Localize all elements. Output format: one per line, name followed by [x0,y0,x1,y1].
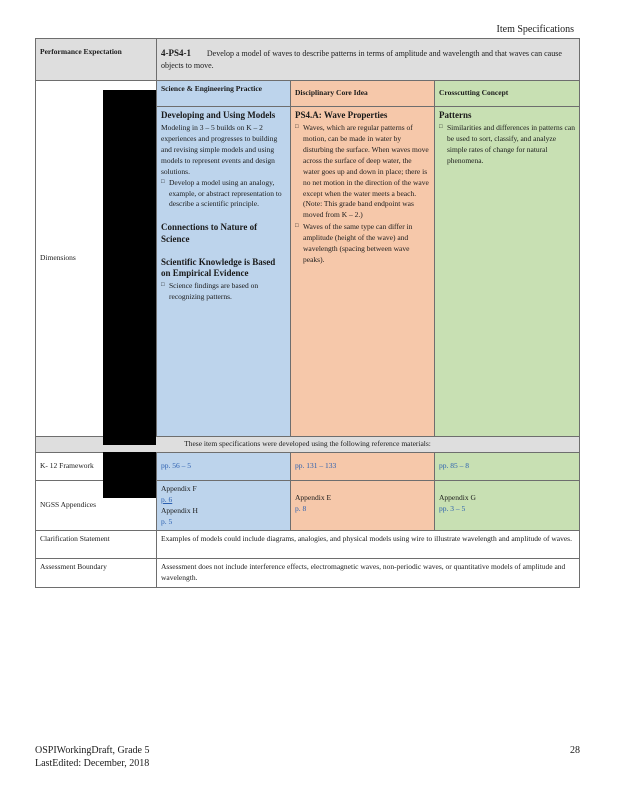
sep-body: Modeling in 3 – 5 builds on K – 2 experiences and progresses to building and revising simple models and using models to represent events and design solutions. [161,123,278,176]
cc-appendix-g: Appendix G [439,492,476,502]
dci-bullet: □ Waves, which are regular patterns of motion, can be made in water by disturbing the surface. When waves move across the surface of deep water, the water goes up and down in place; there is no net motion in the direction of the wave except when the water meets a beach. (Note: This grade band endpoint was moved from K – 2.) [295,123,430,221]
cc-bullet: □ Similarities and differences in patterns can be used to sort, classify, and analyze simple rates of change for natural phenomena. [439,123,575,167]
performance-expectation-cell [157,39,580,81]
sep-heading: Science & Engineering Practice [157,81,291,107]
page-header: Item Specifications [496,24,574,35]
cc-heading: Crosscutting Concept [435,81,580,107]
cc-bullets [439,123,575,167]
k12-dci-pages[interactable]: pp. 131 – 133 [291,452,435,480]
sep-appendix-f: Appendix F [161,483,197,493]
clarification-text: Examples of models could include diagrams, analogies, and physical models using wire to illustrate wavelength and amplitude of waves. [157,531,580,559]
dci-bullet: □ Waves of the same type can differ in amplitude (height of the wave) and wavelength (spacing between wave peaks). [295,222,430,266]
pe-text: Develop a model of waves to describe patterns in terms of amplitude and wavelength and that waves can cause objects to move. [161,49,562,71]
sep-bullet: □ Develop a model using an analogy, example, or abstract representation to describe a scientific principle. [161,178,286,211]
connections-title: Connections to Nature of Science [161,222,258,244]
performance-expectation-label: Performance Expectation [36,39,157,81]
k12-framework-label: K- 12 Framework [36,452,157,480]
redaction-bar [103,452,156,498]
k12-cc-pages[interactable]: pp. 85 – 8 [435,452,580,480]
dci-appendix-e-page[interactable]: p. 8 [295,503,307,513]
footer-edited-line: LastEdited: December, 2018 [35,758,150,769]
sep-bullets [161,178,286,211]
pe-code: 4-PS4-1 [161,48,191,58]
reference-materials-note: These item specifications were developed using the following reference materials: [36,437,580,453]
assessment-boundary-label: Assessment Boundary [36,559,157,588]
ngss-appendices-label: NGSS Appendices [36,480,157,531]
k12-sep-pages[interactable]: pp. 56 – 5 [157,452,291,480]
dci-appendix-e: Appendix E [295,492,332,502]
sep-content [157,107,291,437]
scientific-knowledge-title: Scientific Knowledge is Based on Empirical Evidence [161,256,276,278]
dci-heading: Disciplinary Core Idea [291,81,435,107]
sk-bullets [161,281,286,303]
cc-appendix-g-page[interactable]: pp. 3 – 5 [439,503,466,513]
sk-bullet: □ Science findings are based on recognizing patterns. [161,281,286,303]
footer-draft-line: OSPIWorkingDraft, Grade 5 [35,745,150,756]
sep-title: Developing and Using Models [161,110,276,120]
page-number: 28 [570,745,580,756]
cc-title: Patterns [439,110,472,120]
footer-info [35,744,149,770]
dimensions-label: Dimensions [36,81,157,437]
redaction-bar [103,90,156,445]
ngss-dci-cell [291,480,435,531]
cc-content [435,107,580,437]
assessment-boundary-text: Assessment does not include interference effects, electromagnetic waves, non-periodic waves, or quantitative models of amplitude and wavelength. [157,559,580,588]
dci-title: PS4.A: Wave Properties [295,110,388,120]
sep-appendix-h-page[interactable]: p. 5 [161,516,173,526]
sep-appendix-h: Appendix H [161,505,198,515]
sep-appendix-f-page[interactable]: p. 6 [161,494,173,504]
ngss-sep-cell [157,480,291,531]
dci-bullets [295,123,430,265]
dci-content [291,107,435,437]
clarification-label: Clarification Statement [36,531,157,559]
ngss-cc-cell [435,480,580,531]
